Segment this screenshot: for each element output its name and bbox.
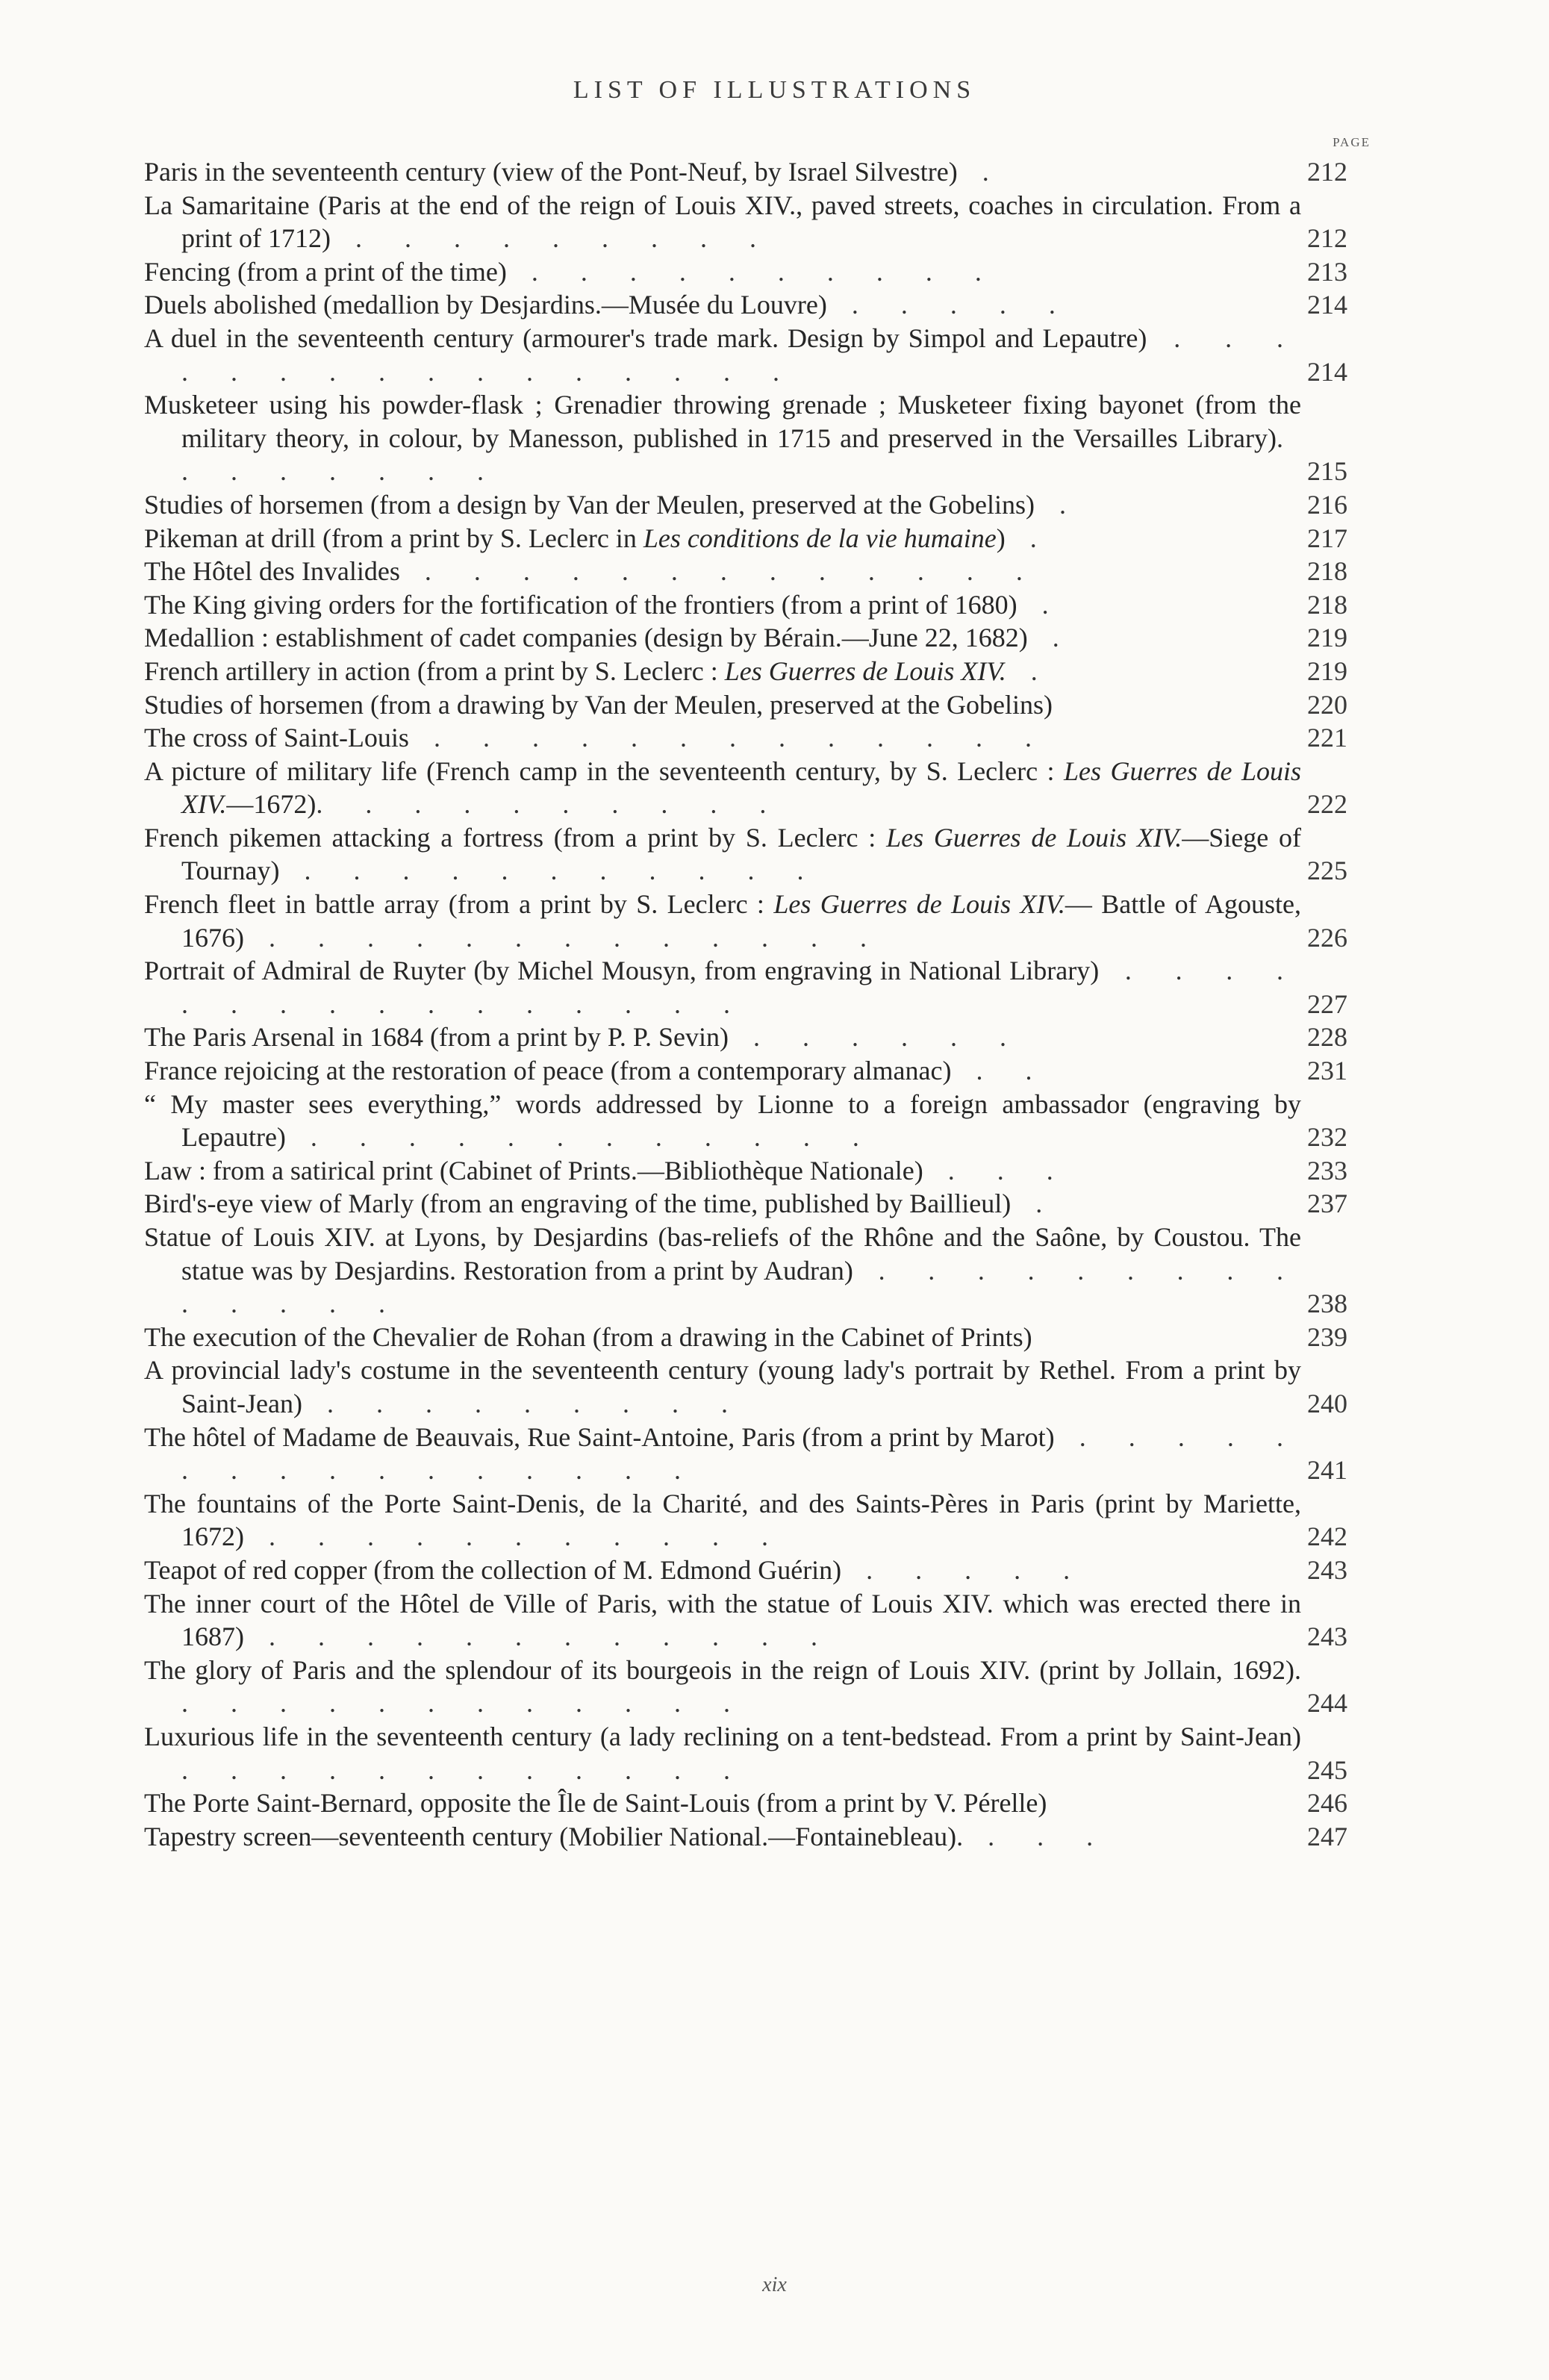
dot-leader: . . . bbox=[963, 1821, 1112, 1851]
illustration-caption: Studies of horsemen (from a drawing by Van der Meulen, preserved at the Gobelins) bbox=[144, 689, 1053, 720]
page-number: 227 bbox=[1307, 988, 1347, 1019]
illustration-entry bbox=[144, 588, 1347, 622]
illustration-caption: A duel in the seventeenth century (armourer's trade mark. Design by Simpol and Lepautre) . . . . . . . . . . . . . . . . bbox=[144, 323, 1302, 387]
page-number: 218 bbox=[1307, 556, 1347, 587]
illustration-entry bbox=[144, 1353, 1347, 1420]
illustration-caption: Tapestry screen—seventeenth century (Mobilier National.—Fontainebleau). . . . bbox=[144, 1821, 1112, 1851]
illustration-caption: “ My master sees everything,” words addressed by Lionne to a foreign ambassador (engraving by Lepautre) . . . . . . . . . . . . bbox=[144, 1088, 1301, 1153]
page-number: 247 bbox=[1307, 1821, 1347, 1851]
page-number: 219 bbox=[1307, 655, 1347, 686]
illustration-caption: French artillery in action (from a print by S. Leclerc : Les Guerres de Louis XIV. . bbox=[144, 655, 1056, 686]
page-number: 231 bbox=[1307, 1056, 1347, 1086]
illustration-entry bbox=[144, 1187, 1347, 1221]
illustration-caption: French fleet in battle array (from a print by S. Leclerc : Les Guerres de Louis XIV.— Battle of Agouste, 1676) . . . . . . . . . . . . . bbox=[144, 889, 1302, 953]
illustration-entry bbox=[144, 721, 1347, 755]
illustration-caption: The Paris Arsenal in 1684 (from a print by P. P. Sevin) . . . . . . bbox=[144, 1022, 1024, 1053]
illustration-entry bbox=[144, 1487, 1347, 1554]
illustration-entry bbox=[144, 688, 1347, 722]
page-number: 241 bbox=[1307, 1455, 1347, 1486]
dot-leader: . . . . . . bbox=[728, 1022, 1024, 1053]
illustration-caption: Medallion : establishment of cadet companies (design by Bérain.—June 22, 1682) . bbox=[144, 623, 1077, 653]
illustration-entry bbox=[144, 288, 1347, 322]
dot-leader: . . . . . . . . . . . . . . . . bbox=[181, 956, 1302, 1019]
dot-leader: . . . . . . . . . bbox=[302, 1388, 746, 1418]
dot-leader: . . . . . . . . . . bbox=[506, 256, 1000, 287]
page-number: 221 bbox=[1307, 723, 1347, 753]
page-number: 225 bbox=[1307, 856, 1347, 886]
dot-leader: . bbox=[1006, 655, 1056, 686]
page-folio: xix bbox=[762, 2273, 787, 2296]
illustration-caption: The fountains of the Porte Saint-Denis, de la Charité, and des Saints-Pères in Paris (print by Mariette, 1672) . . . . . . . . . . . bbox=[144, 1488, 1301, 1552]
illustration-caption: A provincial lady's costume in the seventeenth century (young lady's portrait by Rethel. From a print by Saint-Jean) . . . . . . . . . bbox=[144, 1355, 1301, 1418]
page-number: 226 bbox=[1307, 922, 1347, 953]
page-number: 233 bbox=[1307, 1155, 1347, 1186]
dot-leader: . bbox=[1011, 1189, 1061, 1219]
page-number: 218 bbox=[1307, 589, 1347, 620]
illustration-caption: The Porte Saint-Bernard, opposite the Île de Saint-Louis (from a print by V. Pérelle) bbox=[144, 1788, 1047, 1819]
illustration-caption: Luxurious life in the seventeenth century (a lady reclining on a tent-bedstead. From a print by Saint-Jean) . . . . . . . . . . . . bbox=[144, 1721, 1301, 1785]
page-number: 237 bbox=[1307, 1189, 1347, 1219]
page-number: 239 bbox=[1307, 1321, 1347, 1352]
illustration-entry bbox=[144, 555, 1347, 588]
illustration-entry bbox=[144, 621, 1347, 655]
illustration-entry bbox=[144, 1021, 1347, 1054]
illustration-entry bbox=[144, 1786, 1347, 1820]
page-number: 242 bbox=[1307, 1521, 1347, 1552]
illustration-entry bbox=[144, 1321, 1347, 1354]
dot-leader: . bbox=[1035, 489, 1085, 520]
dot-leader: . . . . . . . . . . . . . . . . bbox=[181, 323, 1302, 387]
illustration-entry bbox=[144, 488, 1347, 522]
page-number: 220 bbox=[1307, 689, 1347, 720]
illustration-caption: The execution of the Chevalier de Rohan (from a drawing in the Cabinet of Prints) bbox=[144, 1321, 1032, 1352]
illustration-entry bbox=[144, 1554, 1347, 1587]
page-number: 244 bbox=[1307, 1688, 1347, 1719]
illustration-caption: Paris in the seventeenth century (view of the Pont-Neuf, by Israel Silvestre) . bbox=[144, 157, 1007, 187]
illustration-caption: Statue of Louis XIV. at Lyons, by Desjardins (bas-reliefs of the Rhône and the Saône, by Coustou. The statue was by Desjardins. Restoration from a print by Audran) . . . . . . . . . . . . . . bbox=[144, 1222, 1302, 1319]
page-number: 212 bbox=[1307, 223, 1347, 254]
illustration-entry bbox=[144, 322, 1347, 388]
dot-leader: . . . . . . . . . . bbox=[316, 789, 785, 820]
dot-leader: . bbox=[1017, 589, 1067, 620]
illustration-caption: The inner court of the Hôtel de Ville of Paris, with the statue of Louis XIV. which was erected there in 1687) . . . . . . . . . . . . bbox=[144, 1588, 1301, 1652]
dot-leader: . . . . . . . . . . . . . . bbox=[181, 1255, 1302, 1319]
illustration-caption: French pikemen attacking a fortress (from a print by S. Leclerc : Les Guerres de Louis XIV.—Siege of Tournay) . . . . . . . . . . . bbox=[144, 822, 1302, 886]
dot-leader: . . . . . . . . . . . . . bbox=[244, 922, 885, 953]
page-column-label: PAGE bbox=[1333, 135, 1371, 149]
dot-leader: . . . . . . . . . . . . . . . . bbox=[181, 1421, 1302, 1486]
dot-leader: . . . . . . . . . . . . bbox=[181, 1688, 748, 1719]
illustration-caption: The King giving orders for the fortification of the frontiers (from a print of 1680) . bbox=[144, 589, 1067, 620]
illustration-entry bbox=[144, 1054, 1347, 1088]
illustration-entry bbox=[144, 155, 1347, 189]
illustration-caption: The cross of Saint-Louis . . . . . . . . . . . . . bbox=[144, 723, 1050, 753]
illustration-entry bbox=[144, 1820, 1347, 1854]
dot-leader: . . . . . . . . . . . . bbox=[244, 1622, 835, 1652]
illustration-entry bbox=[144, 1720, 1347, 1786]
illustrations-list bbox=[144, 155, 1347, 1853]
illustration-entry bbox=[144, 1587, 1347, 1654]
illustration-entry bbox=[144, 189, 1347, 255]
dot-leader: . . . . . . . . . . . . . bbox=[399, 556, 1041, 587]
page-number: 243 bbox=[1307, 1622, 1347, 1652]
page-number: 219 bbox=[1307, 623, 1347, 653]
illustration-entry bbox=[144, 1154, 1347, 1188]
illustration-caption: Musketeer using his powder-flask ; Grenadier throwing grenade ; Musketeer fixing bayonet (from the military theory, in colour, by Manesson, published in 1715 and preserved in the Versailles Library). . . . . . . . bbox=[144, 390, 1301, 487]
illustration-caption: The glory of Paris and the splendour of its bourgeois in the reign of Louis XIV. (print by Jollain, 1692). . . . . . . . . . . . . bbox=[144, 1654, 1301, 1719]
page-number: 214 bbox=[1307, 290, 1347, 320]
illustration-caption: Law : from a satirical print (Cabinet of Prints.—Bibliothèque Nationale) . . . bbox=[144, 1155, 1071, 1186]
illustration-caption: France rejoicing at the restoration of peace (from a contemporary almanac) . . bbox=[144, 1056, 1050, 1086]
illustration-caption: Bird's-eye view of Marly (from an engraving of the time, published by Baillieul) . bbox=[144, 1189, 1061, 1219]
page-number: 215 bbox=[1307, 456, 1347, 487]
illustration-caption: Duels abolished (medallion by Desjardins.—Musée du Louvre) . . . . . bbox=[144, 290, 1073, 320]
dot-leader: . . . . . bbox=[841, 1554, 1088, 1585]
dot-leader: . . . . . . . . . . . . bbox=[285, 1122, 877, 1153]
illustration-entry bbox=[144, 388, 1347, 488]
dot-leader: . . . . . bbox=[826, 290, 1073, 320]
illustration-caption: The Hôtel des Invalides . . . . . . . . . . . . . bbox=[144, 556, 1041, 587]
illustration-caption: Portrait of Admiral de Ruyter (by Michel Mousyn, from engraving in National Library) . . . . . . . . . . . . . . . . bbox=[144, 956, 1302, 1019]
page-number: 238 bbox=[1307, 1289, 1347, 1319]
page-number: 213 bbox=[1307, 256, 1347, 287]
page-number: 217 bbox=[1307, 523, 1347, 553]
illustration-caption: Studies of horsemen (from a design by Van der Meulen, preserved at the Gobelins) . bbox=[144, 489, 1085, 520]
page-number: 232 bbox=[1307, 1122, 1347, 1153]
illustration-entry bbox=[144, 888, 1347, 954]
illustration-entry bbox=[144, 655, 1347, 688]
page-number: 212 bbox=[1307, 157, 1347, 187]
dot-leader: . . . . . . . . . . . bbox=[279, 856, 822, 886]
illustration-caption: Pikeman at drill (from a print by S. Leclerc in Les conditions de la vie humaine) . bbox=[144, 523, 1055, 553]
dot-leader: . . . . . . . . bbox=[181, 423, 1301, 487]
illustration-entry bbox=[144, 954, 1347, 1021]
illustration-entry bbox=[144, 1421, 1347, 1487]
dot-leader: . . . bbox=[923, 1155, 1071, 1186]
illustration-caption: Teapot of red copper (from the collection of M. Edmond Guérin) . . . . . bbox=[144, 1554, 1088, 1585]
page-number: 243 bbox=[1307, 1554, 1347, 1585]
illustration-entry bbox=[144, 1088, 1347, 1154]
dot-leader: . . . . . . . . . bbox=[330, 223, 774, 254]
illustration-entry bbox=[144, 821, 1347, 888]
page-number: 240 bbox=[1307, 1388, 1347, 1418]
page-number: 216 bbox=[1307, 489, 1347, 520]
illustration-caption: Fencing (from a print of the time) . . . . . . . . . . bbox=[144, 256, 1000, 287]
illustration-entry bbox=[144, 1654, 1347, 1720]
dot-leader: . . . . . . . . . . . . . bbox=[408, 723, 1050, 753]
dot-leader: . . . . . . . . . . . bbox=[244, 1521, 786, 1552]
dot-leader: . bbox=[957, 157, 1007, 187]
illustration-entry bbox=[144, 255, 1347, 289]
illustration-caption: La Samaritaine (Paris at the end of the reign of Louis XIV., paved streets, coaches in circulation. From a print of 1712) . . . . . . . . . bbox=[144, 190, 1301, 254]
dot-leader: . bbox=[1027, 623, 1077, 653]
page-number: 214 bbox=[1307, 356, 1347, 387]
illustration-entry bbox=[144, 522, 1347, 555]
page-number: 228 bbox=[1307, 1022, 1347, 1053]
illustration-caption: The hôtel of Madame de Beauvais, Rue Saint-Antoine, Paris (from a print by Marot) . . . . . . . . . . . . . . . . bbox=[144, 1421, 1302, 1486]
dot-leader: . bbox=[1005, 523, 1055, 553]
illustration-caption: A picture of military life (French camp in the seventeenth century, by S. Leclerc : Les Guerres de Louis XIV.—1672). . . . . . . . . . bbox=[144, 756, 1302, 820]
page-number: 246 bbox=[1307, 1788, 1347, 1819]
illustration-entry bbox=[144, 1221, 1347, 1321]
page-number: 222 bbox=[1307, 789, 1347, 820]
dot-leader: . . . . . . . . . . . . bbox=[181, 1754, 748, 1785]
dot-leader: . . bbox=[951, 1056, 1050, 1086]
running-title: LIST OF ILLUSTRATIONS bbox=[573, 76, 976, 104]
illustration-entry bbox=[144, 755, 1347, 821]
page-number: 245 bbox=[1307, 1754, 1347, 1785]
